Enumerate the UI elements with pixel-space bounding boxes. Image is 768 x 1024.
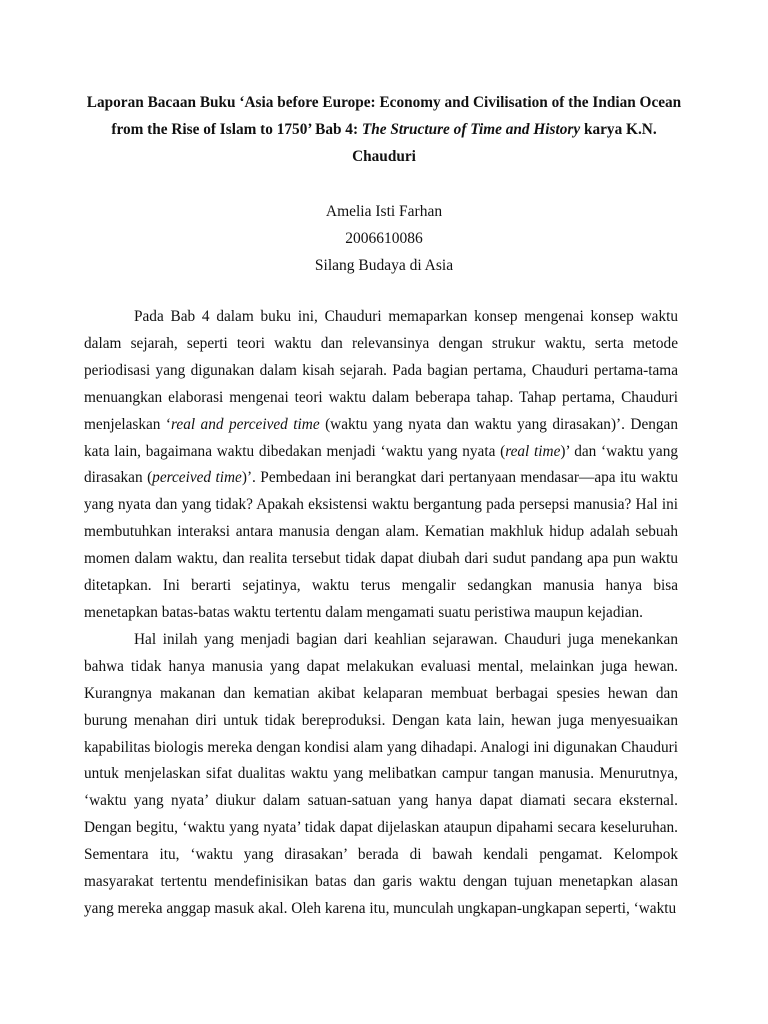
italic-term: perceived time [152,469,242,487]
author-name: Amelia Isti Farhan [325,203,443,220]
paragraph-2: Hal inilah yang menjadi bagian dari keahlian sejarawan. Chauduri juga menekankan bahwa tidak hanya manusia yang dapat melakukan evaluasi mental, melainkan juga hewan. Kurangnya makanan dan kematian akibat kelaparan membuat berbagai spesies hewan dan burung menahan diri untuk tidak bereproduksi. Dengan kata lain, hewan juga menyesuaikan kapabilitas biologis mereka dengan kondisi alam yang dihadapi. Analogi ini digunakan Chauduri untuk menjelaskan sifat dualitas waktu yang melibatkan campur tangan manusia. Menurutnya, ‘waktu yang nyata’ diukur dalam satuan-satuan yang hanya dapat diamati secara eksternal. Dengan begitu, ‘waktu yang nyata’ tidak dapat dijelaskan ataupun dipahami secara keseluruhan. Sementara itu, ‘waktu yang dirasakan’ berada di bawah kendali pengamat. Kelompok masyarakat tertentu mendefinisikan batas dan garis waktu dengan tujuan menetapkan alasan yang mereka anggap masuk akal. Oleh karena itu, munculah ungkapan-ungkapan seperti, ‘waktu [84,630,678,917]
paragraph-1-text: )’. Pembedaan ini berangkat dari pertanyaan mendasar—apa itu waktu yang nyata dan yang tidak? Apakah eksistensi waktu bergantung pada persepsi manusia? Hal ini membutuhkan interaksi antara manusia dengan alam. Kematian makhluk hidup adalah sebuah momen dalam waktu, dan realita tersebut tidak dapat diubah dari sudut pandang apa pun waktu ditetapkan. Ini berarti sejatinya, waktu terus mengalir sedangkan manusia hanya bisa menetapkan batas-batas waktu tertentu dalam mengamati suatu peristiwa maupun kejadian. [84,469,678,621]
course-name: Silang Budaya di Asia [314,257,454,274]
paragraph-1-text: )’ dan ‘waktu yang dirasakan ( [84,442,679,487]
italic-term: real time [505,442,561,460]
document-title [84,90,684,170]
title-text-part1: Laporan Bacaan Buku ‘Asia before Europe: Economy and Civilisation of the Indian Ocean from the Rise of Islam to 1750’ Bab 4: [86,94,682,138]
document-body [84,304,678,923]
paragraph-1-text: (waktu yang nyata dan waktu yang dirasakan)’. Dengan kata lain, bagaimana waktu dibedakan menjadi ‘waktu yang nyata ( [84,415,678,460]
title-chapter-italic: The Structure of Time and History [361,120,581,138]
student-id: 2006610086 [345,230,423,247]
paragraph-1-text: Pada Bab 4 dalam buku ini, Chauduri memaparkan konsep mengenai konsep waktu dalam sejarah, seperti teori waktu dan relevansinya dengan strukur waktu, serta metode periodisasi yang digunakan dalam kisah sejarah. Pada bagian pertama, Chauduri pertama-tama menuangkan elaborasi mengenai teori waktu dalam beberapa tahap. Tahap pertama, Chauduri menjelaskan ‘ [84,308,678,433]
author-block [84,198,684,279]
italic-term: real and perceived time [171,415,320,433]
title-text-part2: karya K.N. Chauduri [352,120,657,165]
paragraph-1 [84,304,678,627]
